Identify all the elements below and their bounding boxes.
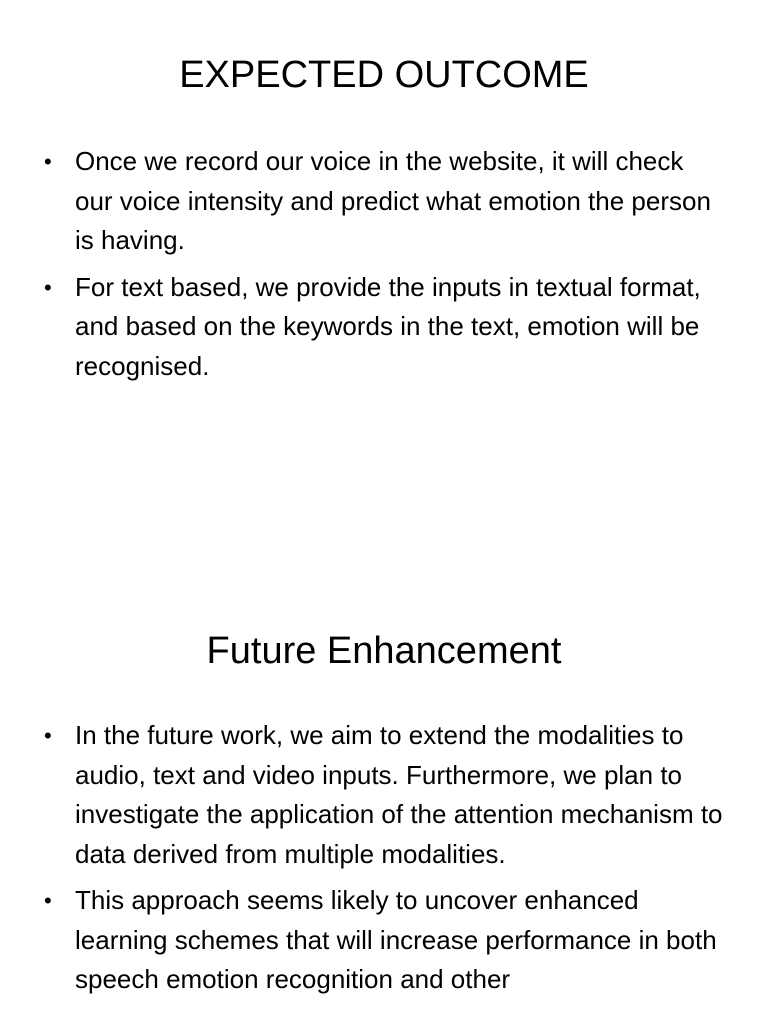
bullet-item <box>42 142 728 261</box>
bullet-list <box>42 716 728 1007</box>
bullet-item <box>42 716 728 874</box>
bullet-text: Once we record our voice in the website, it will check our voice intensity and predict what emotion the person is having. <box>75 146 711 255</box>
bullet-text: In the future work, we aim to extend the modalities to audio, text and video inputs. Furthermore, we plan to investigate the application of the attention mechanism to data derived from multiple modalities. <box>75 720 723 869</box>
bullet-text: For text based, we provide the inputs in textual format, and based on the keywords in the text, emotion will be recognised. <box>75 271 701 381</box>
bullet-item <box>42 268 728 387</box>
bullet-text: This approach seems likely to uncover enhanced learning schemes that will increase performance in both speech emotion recognition and other <box>75 885 717 994</box>
slide-title: EXPECTED OUTCOME <box>179 54 589 96</box>
bullet-icon: • <box>44 888 52 913</box>
bullet-icon: • <box>44 723 52 748</box>
bullet-list <box>42 142 728 393</box>
bullet-icon: • <box>44 274 52 300</box>
slide-title: Future Enhancement <box>206 630 562 672</box>
slide-future-enhancement <box>0 576 768 1024</box>
bullet-item <box>42 881 728 1000</box>
bullet-icon: • <box>44 149 52 174</box>
